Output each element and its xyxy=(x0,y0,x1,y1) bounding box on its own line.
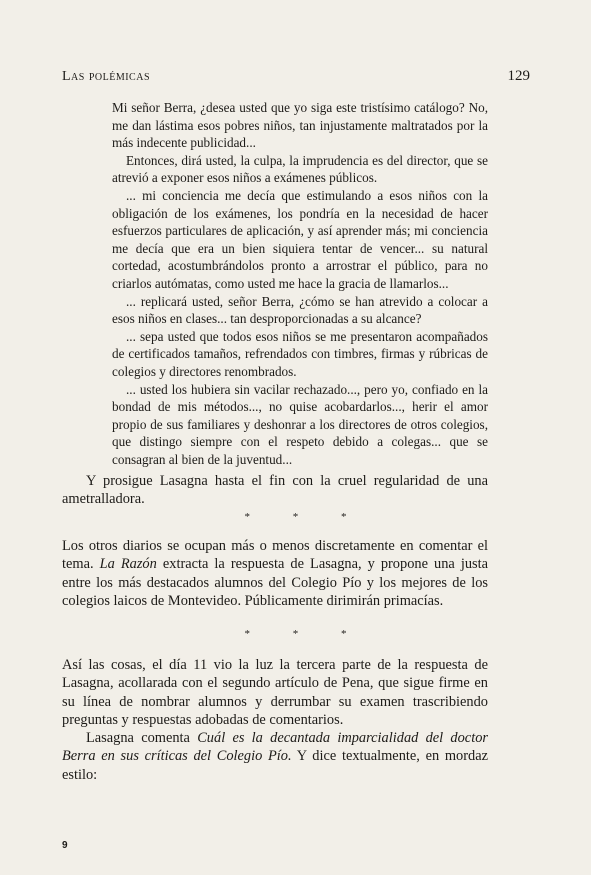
paragraph-text: Y dice textualmente, en mordaz estilo: xyxy=(62,748,488,783)
page-number: 129 xyxy=(507,68,530,84)
quote-paragraph: ... usted los hubiera sin vacilar rechazado..., pero yo, confiado en la bondad de mis métodos..., no quise acobardarlos..., herir el amor propio de sus familiares y deshonrar a los directores de otros colegios, que distingo siempre con el respeto debido a colegas... que se consagran al bien de la juventud... xyxy=(112,381,488,467)
section-separator: * * * xyxy=(244,511,347,523)
block-quote xyxy=(112,99,488,468)
section-title: Las polémicas xyxy=(62,69,151,84)
paragraph-text: Lasagna comenta xyxy=(86,730,198,747)
paragraph-text: Y prosigue Lasagna hasta el fin con la cruel regularidad de una ametralladora. xyxy=(62,473,488,508)
newspaper-title: La Razón xyxy=(99,556,157,573)
paragraph-text: extracta la respuesta de Lasagna, y propone una justa entre los más destacados alumnos del Colegio Pío y los mejores de los colegios laicos de Montevideo. Públicamente dirimirán primacías. xyxy=(62,556,488,609)
quote-paragraph: ... mi conciencia me decía que estimulando a esos niños con la obligación de los exámenes, los pondría en la necesidad de hacer esfuerzos particulares de aplicación, y así aprender más; mi conciencia me decía que era un bien siquiera tentar de vencer... su natural cortedad, acostumbrándolos pronto a arrostrar el público, para no criarlos autómatas, como usted me hace la gracia de llamarlos... xyxy=(112,187,488,291)
quote-paragraph: ... replicará usted, señor Berra, ¿cómo se han atrevido a colocar a esos niños en clases... tan desproporcionadas a su alcance? xyxy=(112,293,488,327)
body-paragraph-1 xyxy=(62,472,488,509)
signature-mark: 9 xyxy=(62,840,68,851)
quote-paragraph: ... sepa usted que todos esos niños se me presentaron acompañados de certificados tamaños, refrendados con timbres, firmas y rúbricas de colegios y directores renombrados. xyxy=(112,328,488,379)
article-title: Cuál es la decantada imparcialidad del doctor Berra en sus críticas del Colegio Pío. xyxy=(62,730,488,765)
running-head xyxy=(62,68,530,85)
paragraph-text: Así las cosas, el día 11 vio la luz la tercera parte de la respuesta de Lasagna, acollarada con el segundo artículo de Pena, que sigue firme en su línea de nombrar alumnos y derrumbar su examen trascribiendo preguntas y respuestas adobadas de comentarios. xyxy=(62,657,488,728)
paragraph-text: Los otros diarios se ocupan más o menos discretamente en comentar el tema. xyxy=(62,538,488,573)
quote-paragraph: Mi señor Berra, ¿desea usted que yo siga este tristísimo catálogo? No, me dan lástima esos pobres niños, tan injustamente maltratados por la más indecente publicidad... xyxy=(112,100,488,151)
quote-paragraph: Entonces, dirá usted, la culpa, la imprudencia es del director, que se atrevió a exponer esos niños a exámenes públicos. xyxy=(112,152,488,186)
body-paragraph-2 xyxy=(62,537,488,610)
section-separator-2: * * * xyxy=(244,628,347,640)
body-paragraph-3 xyxy=(62,656,488,784)
